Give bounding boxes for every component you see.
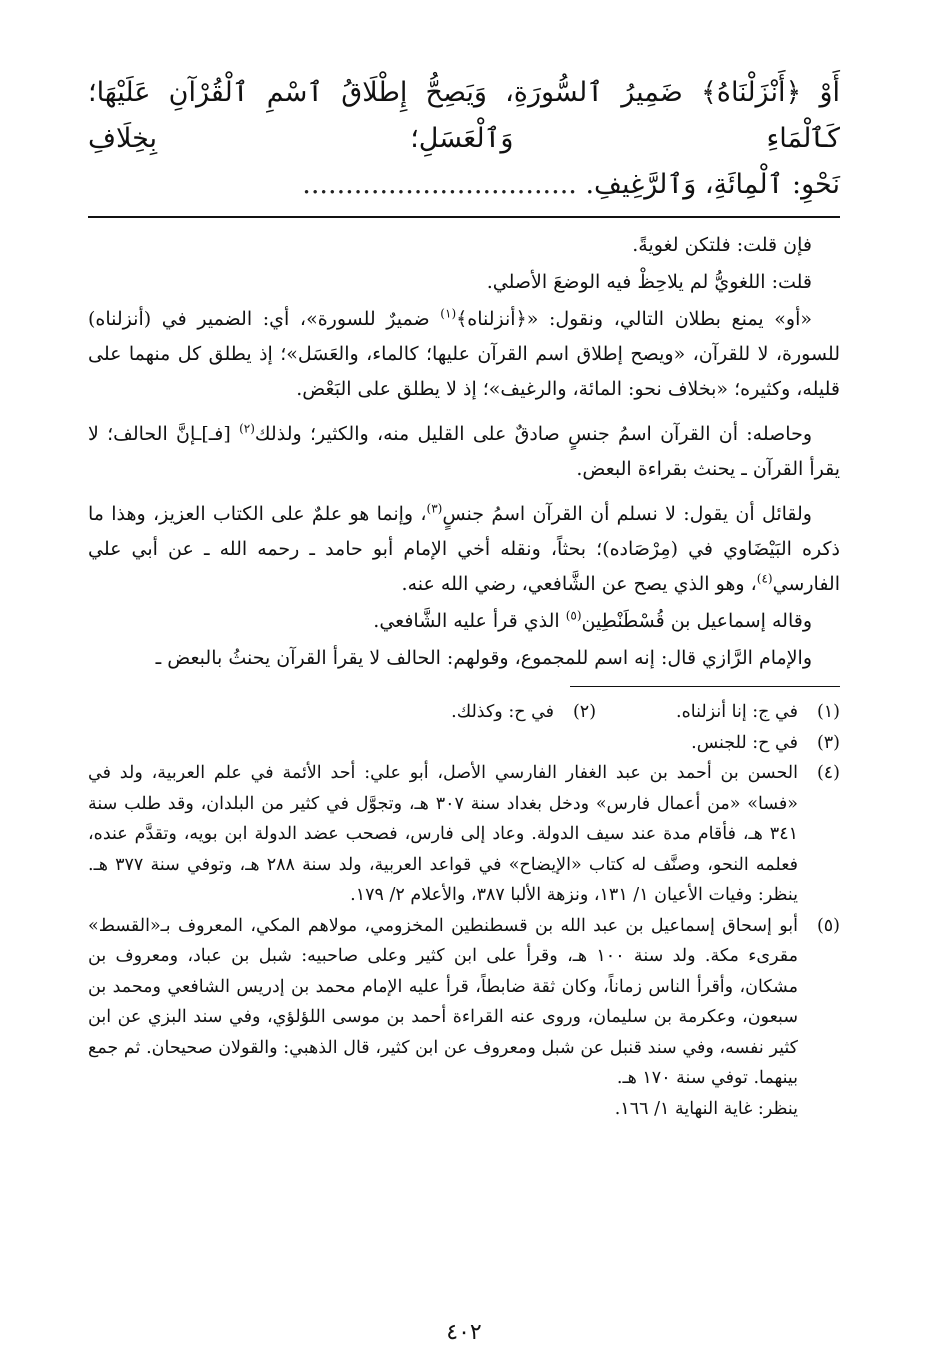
footnote-2-text: في ح: وكذلك.: [451, 702, 555, 722]
footnote-4: [88, 758, 840, 911]
paragraph-5-part-b: ، وإنما هو علمٌ على الكتاب العزيز، وهذا ما ذكره البَيْضَاوي في (مِرْصَاده)؛ بحثاً، ونقله أخي الإمام أبو حامد ـ رحمه الله ـ عن أبي علي الفارسي: [88, 503, 840, 595]
paragraph-3-part-b: ضميرٌ للسورة»، أي: الضمير في (أنزلناه) للسورة، لا للقرآن، «ويصح إطلاق اسم القرآن عليها؛ كالماء، والعَسَل»؛ إذ يطلق كل منهما على قليله، وكثيره؛ «بخلاف نحو: المائة، والرغيف»؛ إذ لا يطلق على البَعْض.: [88, 308, 840, 400]
footnote-ref-3[interactable]: (٣): [426, 501, 443, 516]
footnote-4-text: الحسن بن أحمد بن عبد الغفار الفارسي الأصل، أبو علي: أحد الأئمة في علم العربية، ولد في «فسا» «من أعمال فارس» ودخل بغداد سنة ٣٠٧ هـ، وتجوَّل في كثير من البلدان، وقد طلب سنة ٣٤١ هـ، فأقام مدة عند سيف الدولة. وعاد إلى فارس، فصحب عضد الدولة ابن بويه، وتقدَّم عنده، فعلمه النحو، وصنَّف له كتاب «الإيضاح» في قواعد العربية، ولد سنة ٢٨٨ هـ، وتوفي سنة ٣٧٧ هـ. ينظر: وفيات الأعيان ١/ ١٣١، ونزهة الألبا ٣٨٧، والأعلام ٢/ ١٧٩.: [88, 763, 799, 905]
verse-separator: [88, 216, 840, 218]
paragraph-3-part-a: «أو» يمنع بطلان التالي، ونقول: «﴿أنزلناه﴾: [456, 308, 812, 330]
paragraph-4-part-b: [فـ]ـإنَّ الحالف؛ لا يقرأ القرآن ـ يحنث بقراءة البعض.: [88, 423, 840, 480]
paragraph-5-part-c: ، وهو الذي يصح عن الشَّافعي، رضي الله عنه.: [401, 573, 757, 595]
footnote-ref-5[interactable]: (٥): [565, 608, 582, 623]
page-number: ٤٠٢: [446, 1320, 482, 1345]
paragraph-5-part-a: ولقائل أن يقول: لا نسلم أن القرآن اسمُ جنسٍ: [442, 503, 812, 525]
paragraph-5: [88, 497, 840, 602]
commentary-text: [88, 228, 840, 676]
footnote-1-number: (١): [816, 702, 840, 722]
footnote-5: [88, 911, 840, 1125]
footnote-ref-2[interactable]: (٢): [239, 421, 255, 436]
verse-block: [88, 70, 840, 208]
footnote-3: [88, 728, 840, 759]
footnote-separator: [570, 686, 840, 687]
paragraph-6-part-a: وقاله إسماعيل بن قُسْطَنْطِين: [581, 610, 812, 632]
verse-dots: ................................: [302, 169, 577, 200]
verse-line-2-text: نَحْوِ: ٱلْمِائَةِ، وَٱلرَّغِيفِ.: [585, 169, 840, 200]
book-page: [88, 70, 840, 1345]
footnote-2-number: (٢): [572, 702, 597, 722]
footnote-1-text: في ج: إنا أنزلناه.: [676, 702, 798, 722]
footnote-row-1-2: [88, 697, 840, 728]
footnote-5-body: أبو إسحاق إسماعيل بن عبد الله بن قسطنطين المخزومي، مولاهم المكي، المعروف بـ«القسط» مقرىء مكة. ولد سنة ١٠٠ هـ، وقرأ على ابن كثير وعلى صاحبيه: شبل بن عباد، ومعروف بن مشكان، وأقرأ الناس زماناً، وكان ثقة ضابطاً، قرأ عليه الإمام محمد بن إدريس الشافعي ومحمد بن سبعون، وعكرمة بن سليمان، وروى عنه القراءة أحمد بن موسى اللؤلؤي، وفي سند البزي عن ابن كثير نفسه، وفي سند قنبل عن شبل ومعروف عن ابن كثير، قال الذهبي: والقولان صحيحان. ثم جمع بينهما. توفي سنة ١٧٠ هـ.: [88, 915, 799, 1088]
footnote-5-number: (٥): [816, 915, 840, 936]
footnote-1: [676, 697, 840, 728]
paragraph-4: [88, 417, 840, 487]
footnotes-section: [88, 697, 840, 1124]
paragraph-2: قلت: اللغويُّ لم يلاحِظْ فيه الوضعَ الأصلي.: [486, 271, 812, 293]
footnote-5-source: ينظر: غاية النهاية ١/ ١٦٦.: [614, 1098, 798, 1119]
verse-line-1: أَوْ ﴿أَنْزَلْنَاهُ﴾ ضَمِيرُ ٱلسُّورَةِ، وَيَصِحُّ إِطْلَاقُ ٱسْمِ ٱلْقُرْآنِ عَلَيْهَا؛ كَٱلْمَاءِ وَٱلْعَسَلِ؛ بِخِلَافِ: [88, 77, 840, 154]
paragraph-3: [88, 302, 840, 407]
footnote-3-number: (٣): [816, 732, 840, 753]
footnote-4-number: (٤): [816, 763, 840, 783]
footnote-3-text: في ح: للجنس.: [691, 732, 798, 753]
paragraph-4-part-a: وحاصله: أن القرآن اسمُ جنسٍ صادقٌ على القليل منه، والكثير؛ ولذلك: [254, 423, 813, 445]
footnote-ref-1[interactable]: (١): [440, 306, 457, 321]
verse-line-2: [88, 162, 840, 208]
paragraph-6-part-b: الذي قرأ عليه الشَّافعي.: [373, 610, 566, 632]
footnote-ref-4[interactable]: (٤): [756, 571, 773, 586]
footnote-2: [451, 697, 596, 728]
footnote-5-text: [88, 911, 798, 1125]
paragraph-1: فإن قلت: فلتكن لغويةً.: [632, 234, 812, 256]
paragraph-6: [88, 604, 840, 639]
paragraph-7: والإمام الرَّازي قال: إنه اسم للمجموع، وقولهم: الحالف لا يقرأ القرآن يحنثُ بالبعض ـ: [155, 647, 812, 669]
